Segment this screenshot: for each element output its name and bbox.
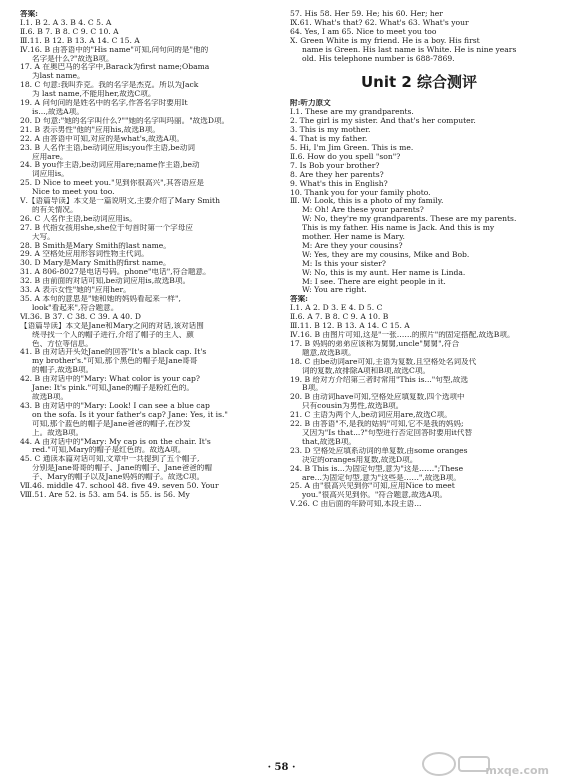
text-line: 22. B 由答语"不,是我的姑妈"可知,它不是我的妈妈; xyxy=(290,420,464,429)
text-line: 5. Hi, I'm Jim Green. This is me. xyxy=(290,143,414,152)
watermark-logo xyxy=(419,751,549,777)
text-line: 27. B 代指女孩用she,she位于句首时第一个字母应 xyxy=(20,223,193,232)
text-line: Ⅳ.16. B 由图片可知,这是"一张……的照片"的固定搭配,故选B项。 xyxy=(290,331,515,339)
text-line: you."很高兴见到你。"符合题意,故选A项。 xyxy=(302,491,447,500)
text-line: 30. D Mary是Mary Smith的first name。 xyxy=(20,259,171,268)
text-line: 57. His 58. Her 59. He; his 60. Her; her xyxy=(290,10,443,18)
text-line: 35. A 本句的意思是"她和她的妈妈看起来一样", xyxy=(20,295,181,303)
text-line: 故选B项。 xyxy=(32,392,68,401)
text-line: 名字是什么?"故选B项。 xyxy=(32,54,114,63)
text-line: W: No, they're my grandparents. These are my parents. xyxy=(302,215,517,224)
text-line: 只有cousin为男性,故选B项。 xyxy=(302,402,404,411)
text-line: 22. A 由答语中可知,对应的是what's,故选A项。 xyxy=(20,134,184,143)
text-line: 31. A 806-8027是电话号码。phone"电话",符合题意。 xyxy=(20,268,211,277)
text-line: Nice to meet you too. xyxy=(32,188,115,197)
text-line: 决定的oranges用复数,故选D项。 xyxy=(302,455,418,464)
text-line: Ⅱ.6. B 7. B 8. C 9. C 10. A xyxy=(20,27,119,36)
text-line: 2. The girl is my sister. And that's her computer. xyxy=(290,117,476,126)
text-line: 可知,那个蓝色的帽子是Jane爸爸的帽子,在沙发 xyxy=(32,419,191,428)
text-line: 为 last name,不能用her,故选C项。 xyxy=(32,90,156,99)
text-line: Ⅹ. Green White is my friend. He is a boy. His first xyxy=(290,36,480,45)
text-line: Ⅱ.6. A 7. B 8. C 9. A 10. B xyxy=(290,313,389,322)
text-line: 25. A 由"很高兴见到你"可知,应用Nice to meet xyxy=(290,482,455,491)
text-line: 25. D Nice to meet you."见到你很高兴",其答语应是 xyxy=(20,179,205,188)
text-line: look"看起来",符合题意。 xyxy=(32,303,119,312)
text-line: 28. B Smith是Mary Smith的last name。 xyxy=(20,241,171,250)
text-line: W: Yes, they are my cousins, Mike and Bob. xyxy=(302,250,470,259)
text-line: that,故选B项。 xyxy=(302,437,356,446)
text-line: 为last name。 xyxy=(32,72,85,81)
text-line: 44. A 由对话中的"Mary: My cap is on the chair. It's xyxy=(20,437,211,446)
text-line: Ⅴ.26. C 由后面的年龄可知,本段主语... xyxy=(290,500,422,509)
text-line: 32. B 由前面的对话可知,be动词应用is,故选B项。 xyxy=(20,277,191,286)
text-line: Ⅴ.【语篇导读】本文是一篇说明文,主要介绍了Mary Smith xyxy=(20,197,221,206)
text-line: 分别是Jane哥哥的帽子、Jane的帽子、Jane爸爸的帽 xyxy=(32,464,212,473)
text-line: my brother's."可知,那个黑色的帽子是Jane哥哥 xyxy=(32,357,198,366)
text-line: 24. B you作主语,be动词应用are;name作主语,be动 xyxy=(20,161,200,170)
text-line: on the sofa. Is it your father's cap? Jane: Yes, it is." xyxy=(32,410,228,419)
text-line: M: Is this your sister? xyxy=(302,259,387,268)
text-line: 3. This is my mother. xyxy=(290,126,371,135)
text-line: 24. B This is...为固定句型,意为"这是……";These xyxy=(290,464,464,473)
text-line: 色、方位等信息。 xyxy=(32,339,93,348)
text-line: name is Green. His last name is White. He is nine years xyxy=(302,45,517,54)
text-line: 43. B 由对话中的"Mary: Look! I can see a blue cap xyxy=(20,401,210,410)
unit-title: Unit 2 综合测评 xyxy=(360,73,478,92)
text-line: Ⅶ.46. middle 47. school 48. five 49. seven 50. Your xyxy=(20,482,219,491)
text-line: 9. What's this in English? xyxy=(290,179,388,188)
text-line: old. His telephone number is 688-7869. xyxy=(302,54,455,63)
text-line: 【语篇导读】本文是Jane和Mary之间的对话,该对话围 xyxy=(20,321,204,330)
text-line: 45. C 通读本篇对话可知,文章中一共提到了五个帽子, xyxy=(20,455,200,464)
text-line: Ⅱ.6. How do you spell "son"? xyxy=(290,152,401,161)
text-line: 23. D 空格处应填系动词的单复数,由some oranges xyxy=(290,446,468,455)
text-line: 18. C 句意:我叫乔克。我的名字是杰克。所以为Jack xyxy=(20,81,199,90)
text-line: 41. B 由对话开头处Jane的回答"It's a black cap. It's xyxy=(20,348,207,357)
text-line: 42. B 由对话中的"Mary: What color is your cap? xyxy=(20,375,200,384)
text-line: W: No, this is my aunt. Her name is Linda. xyxy=(302,268,466,277)
text-line: 的帽子,故选B项。 xyxy=(32,366,94,375)
text-line: 21. B 表示男性"他的"应用his,故选B项。 xyxy=(20,125,160,134)
text-line: 10. Thank you for your family photo. xyxy=(290,188,431,197)
text-line: 20. B 由动词have可知,空格处应填复数,四个选项中 xyxy=(290,393,465,402)
text-line: M: I see. There are eight people in it. xyxy=(302,277,446,286)
text-line: 附:听力原文 xyxy=(290,99,331,108)
text-line: M: Oh! Are these your parents? xyxy=(302,206,424,215)
text-line: Ⅳ.16. B 由答语中的"His name"可知,问句问的是"他的 xyxy=(20,45,209,54)
text-line: 33. A 表示女性"她的"应用her。 xyxy=(20,286,131,295)
text-line: 17. A 在奥巴马的名字中,Barack为first name;Obama xyxy=(20,63,210,72)
unit1-answers-continued xyxy=(290,10,548,63)
text-line: are...为固定句型,意为"这些是……",故选B项。 xyxy=(302,473,461,482)
text-line: W: You are right. xyxy=(302,286,367,295)
text-line: 19. B 给对方介绍第三者时常用"This is..."句型,故选 xyxy=(290,375,469,384)
text-line: B项。 xyxy=(302,384,323,393)
text-line: Ⅰ.1. These are my grandparents. xyxy=(290,108,414,117)
text-line: 子、Mary的帽子以及Jane妈妈的帽子。故选C项。 xyxy=(32,473,205,482)
text-line: 绕寻找一个人的帽子进行,介绍了帽子的主人、颜 xyxy=(32,330,194,339)
text-line: 19. A 问句问的是姓名中的名字,作答名字时要用It xyxy=(20,99,188,108)
text-line: 上。故选B项。 xyxy=(32,428,84,437)
watermark-text: mxqe.com xyxy=(485,764,549,777)
text-line: mother. Her name is Mary. xyxy=(302,233,405,242)
text-line: 23. B 人名作主语,be动词应用is;you作主语,be动词 xyxy=(20,143,195,152)
text-line: Ⅰ.1. B 2. A 3. B 4. C 5. A xyxy=(20,18,112,27)
unit2-answers xyxy=(290,99,548,509)
text-line: Ⅰ.1. A 2. D 3. E 4. D 5. C xyxy=(290,304,383,313)
text-line: M: Are they your cousins? xyxy=(302,241,403,250)
text-line: Ⅵ.36. B 37. C 38. C 39. A 40. D xyxy=(20,312,141,321)
text-line: 7. Is Bob your brother? xyxy=(290,161,380,170)
text-line: Jane: It's pink."可知,Jane的帽子是粉红色的。 xyxy=(32,384,194,393)
text-line: 26. C 人名作主语,be动词应用is。 xyxy=(20,214,137,223)
text-line: 应用are。 xyxy=(32,152,68,161)
right-column xyxy=(290,10,548,753)
text-line: 64. Yes, I am 65. Nice to meet you too xyxy=(290,27,437,36)
text-line: 大写。 xyxy=(32,232,55,241)
text-line: 20. D 句意:"她的名字叫什么?""她的名字叫玛丽。"故选D项。 xyxy=(20,116,230,125)
text-line: red."可知,Mary的帽子是红色的。故选A项。 xyxy=(32,446,186,455)
text-line: 29. A 空格处应用形容词性物主代词。 xyxy=(20,250,149,259)
text-line: Ⅸ.61. What's that? 62. What's 63. What's your xyxy=(290,18,469,27)
text-line: 4. That is my father. xyxy=(290,135,368,144)
text-line: Ⅷ.51. Are 52. is 53. am 54. is 55. is 56. My xyxy=(20,490,190,499)
text-line: 的有关情况。 xyxy=(32,205,78,214)
text-line: Ⅲ.11. B 12. B 13. A 14. C 15. A xyxy=(290,322,410,331)
text-line: 8. Are they her parents? xyxy=(290,170,384,179)
text-line: 17. B 妈妈的弟弟应该称为舅舅,uncle"舅舅",符合 xyxy=(290,339,460,348)
page-number: · 58 · xyxy=(267,762,296,773)
text-line: 词应用is。 xyxy=(32,170,69,179)
text-line: This is my father. His name is Jack. And this is my xyxy=(302,224,495,233)
text-line: 18. C 由be动词are可知,主语为复数,且空格处名词及代 xyxy=(290,357,477,366)
text-line: is...,故选A项。 xyxy=(32,107,84,116)
text-line: 答案: xyxy=(20,10,38,18)
text-line: 答案: xyxy=(290,295,308,304)
text-line: 题意,故选B项。 xyxy=(302,348,356,357)
text-line: 21. C 主语为两个人,be动词应用are,故选C项。 xyxy=(290,411,452,420)
text-line: Ⅲ.11. B 12. B 13. A 14. C 15. A xyxy=(20,36,140,45)
text-line: 又因为"Is that...?"句型进行否定回答时要用it代替 xyxy=(302,428,473,437)
text-line: 词的复数,故排除A项和B项,故选C项。 xyxy=(302,366,431,375)
left-column xyxy=(20,10,278,753)
text-line: Ⅲ. W: Look, this is a photo of my family. xyxy=(290,197,444,206)
